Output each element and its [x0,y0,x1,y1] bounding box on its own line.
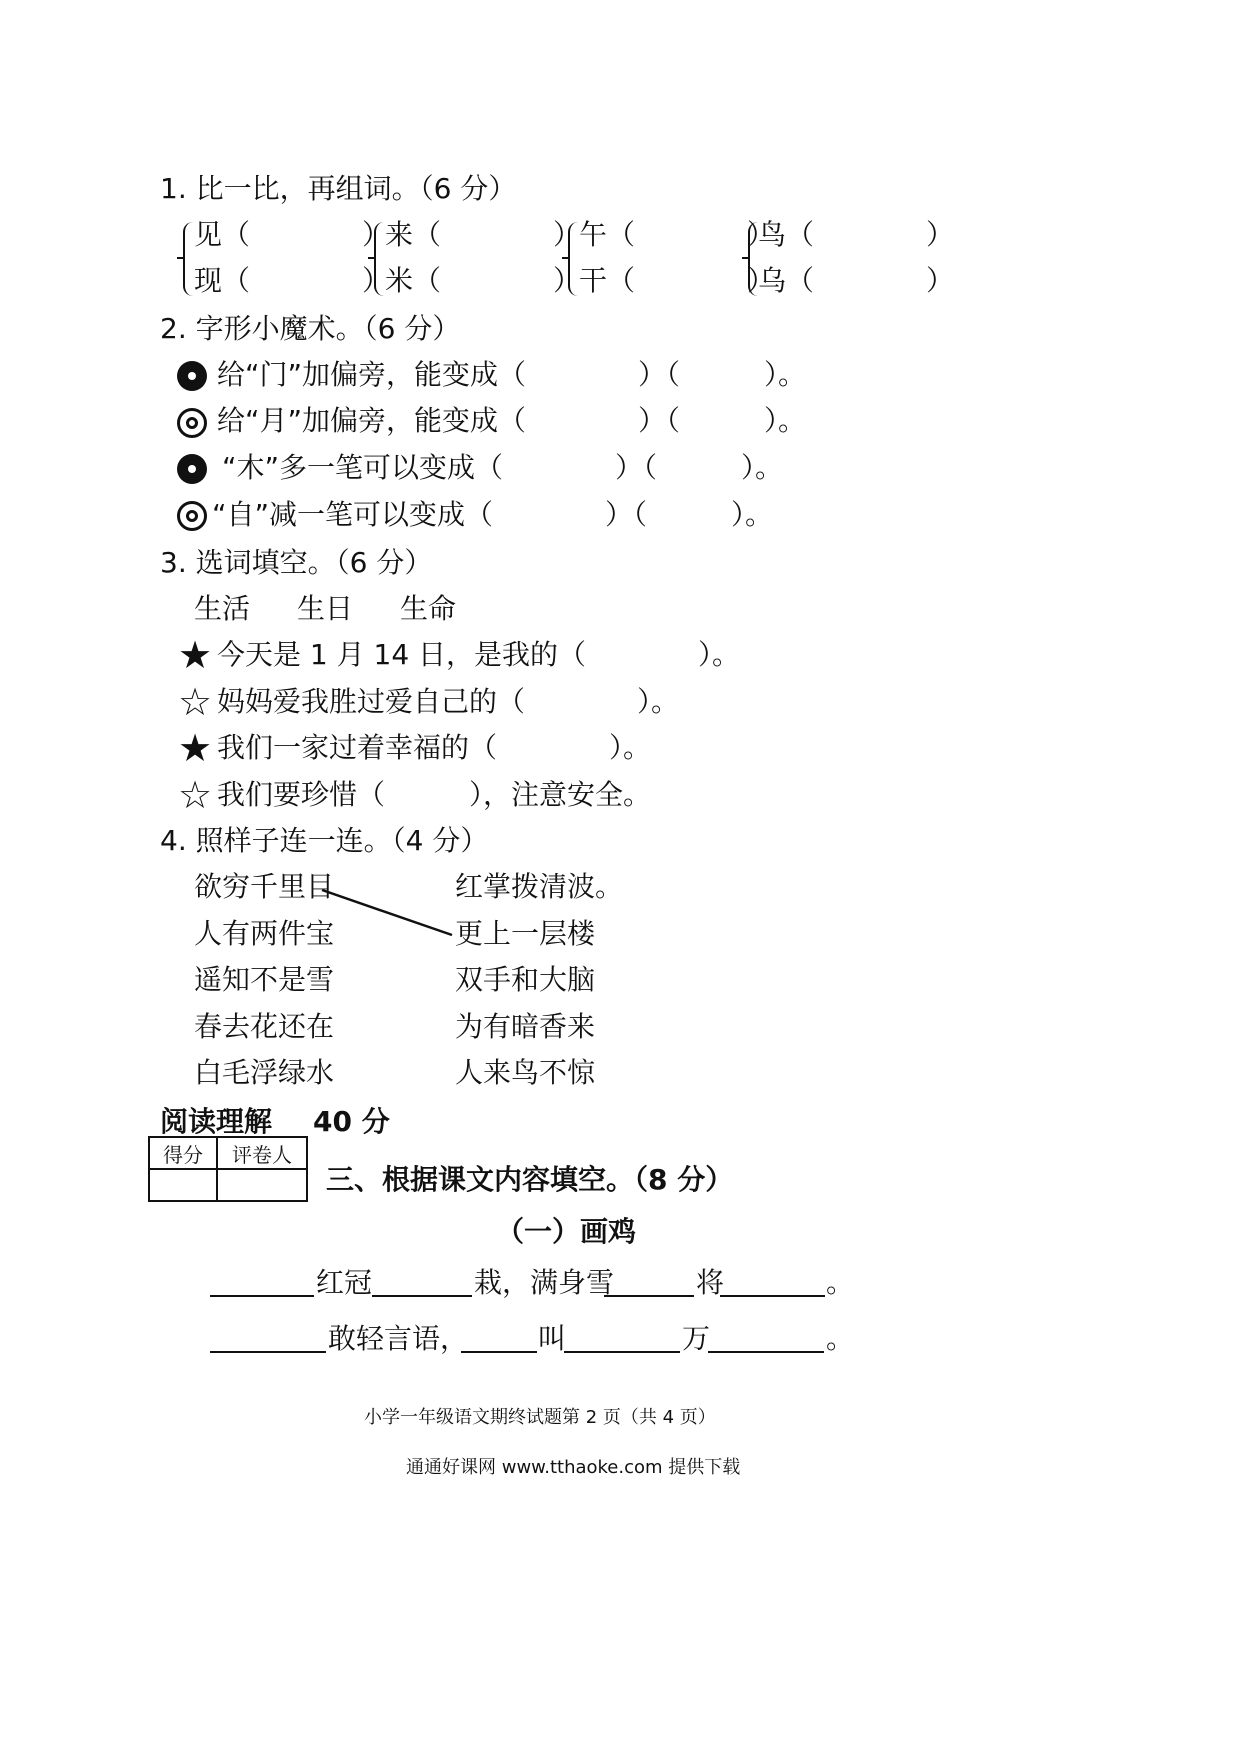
q2-item: 给“月”加偏旁，能变成（ ）（ ）。 [217,404,807,437]
blank-line [708,1351,824,1353]
poem-text: 叫 [538,1322,567,1355]
q4-left-item: 白毛浮绿水 [194,1056,335,1089]
blank-line [461,1351,537,1353]
q4-left-item: 春去花还在 [194,1010,335,1043]
blank-line [210,1295,314,1297]
star-outline-icon: ☆ [178,680,213,724]
score-table [148,1136,308,1202]
q3-item: 妈妈爱我胜过爱自己的（ ）。 [217,685,680,718]
q4-left-item: 遥知不是雪 [194,963,335,996]
blank-line [604,1295,694,1297]
q4-right-item: 为有暗香来 [455,1010,596,1043]
poem-text: 栽，满身雪 [474,1266,615,1299]
q2-item: “自”减一笔可以变成（ ）（ ）。 [212,498,774,531]
q3-item: 今天是 1 月 14 日，是我的（ ）。 [217,638,741,671]
star-filled-icon: ★ [178,726,213,770]
source-footer: 通通好课网 www.tthaoke.com 提供下载 [406,1457,741,1478]
q3-word-option: 生活 [194,592,251,625]
q4-left-item: 欲穷千里目 [194,870,335,903]
part3-title: 三、根据课文内容填空。（8 分） [326,1163,734,1196]
q1-word: 来（ ） [385,218,582,251]
q3-item: 我们一家过着幸福的（ ）。 [217,731,652,764]
q1-word: 午（ ） [579,218,776,251]
q4-left-item: 人有两件宝 [194,917,335,950]
q2-item: “木”多一笔可以变成（ ）（ ）。 [222,451,784,484]
star-outline-icon: ☆ [178,773,213,817]
q4-right-item: 更上一层楼 [455,917,596,950]
q1-title: 1. 比一比，再组词。（6 分） [160,172,517,205]
score-header: 得分 [149,1137,217,1169]
poem-text: 。 [826,1266,855,1299]
q1-word: 乌（ ） [758,264,955,297]
blank-line [720,1295,825,1297]
poem-text: 万 [682,1322,711,1355]
q1-word: 见（ ） [194,218,391,251]
q3-title: 3. 选词填空。（6 分） [160,546,433,579]
blank-line [372,1295,472,1297]
q2-title: 2. 字形小魔术。（6 分） [160,312,461,345]
grader-cell [217,1169,307,1201]
section-score: 40 分 [313,1105,390,1138]
q4-title: 4. 照样子连一连。（4 分） [160,824,489,857]
q4-right-item: 双手和大脑 [455,963,596,996]
q4-right-item: 人来鸟不惊 [455,1056,596,1089]
poem-text: 。 [826,1322,855,1355]
blank-line [564,1351,680,1353]
q3-item: 我们要珍惜（ ），注意安全。 [217,778,652,811]
q1-word: 米（ ） [385,264,582,297]
q2-item: 给“门”加偏旁，能变成（ ）（ ）。 [217,358,807,391]
q3-word-option: 生日 [297,592,354,625]
poem-title: （一）画鸡 [496,1215,637,1248]
blank-line [210,1351,326,1353]
q1-word: 鸟（ ） [758,218,955,251]
poem-text: 红冠 [316,1266,373,1299]
section-title: 阅读理解 [160,1105,273,1138]
star-filled-icon: ★ [178,633,213,677]
grader-header: 评卷人 [217,1137,307,1169]
poem-text: 将 [696,1266,725,1299]
q4-right-item: 红掌拨清波。 [455,870,624,903]
page-footer: 小学一年级语文期终试题第 2 页（共 4 页） [364,1407,716,1428]
q1-word: 干（ ） [579,264,776,297]
score-cell [149,1169,217,1201]
poem-text: 敢轻言语， [328,1322,469,1355]
q3-word-option: 生命 [400,592,457,625]
q1-word: 现（ ） [194,264,391,297]
